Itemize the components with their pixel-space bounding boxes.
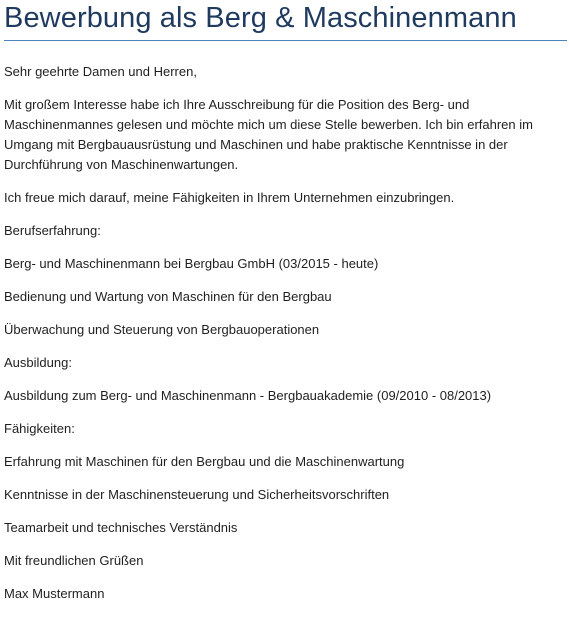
experience-item: Bedienung und Wartung von Maschinen für den Bergbau	[4, 289, 332, 304]
section-heading-skills: Fähigkeiten:	[4, 421, 75, 436]
motivation-paragraph: Ich freue mich darauf, meine Fähigkeiten in Ihrem Unternehmen einzubringen.	[4, 190, 455, 205]
title-divider	[4, 40, 567, 41]
skill-item: Kenntnisse in der Maschinensteuerung und Sicherheitsvorschriften	[4, 487, 390, 502]
section-heading-experience: Berufserfahrung:	[4, 223, 101, 238]
experience-item: Berg- und Maschinenmann bei Bergbau GmbH (03/2015 - heute)	[4, 256, 379, 271]
letter-body	[4, 62, 564, 617]
experience-item: Überwachung und Steuerung von Bergbauoperationen	[4, 322, 320, 337]
salutation: Sehr geehrte Damen und Herren,	[4, 64, 197, 79]
document-title: Bewerbung als Berg & Maschinenmann	[4, 2, 517, 34]
education-item: Ausbildung zum Berg- und Maschinenmann - Bergbauakademie (09/2010 - 08/2013)	[4, 388, 492, 403]
section-heading-education: Ausbildung:	[4, 355, 72, 370]
closing: Mit freundlichen Grüßen	[4, 553, 144, 568]
signature-name: Max Mustermann	[4, 586, 105, 601]
skill-item: Teamarbeit und technisches Verständnis	[4, 520, 238, 535]
intro-paragraph: Mit großem Interesse habe ich Ihre Ausschreibung für die Position des Berg- und Maschinenmannes gelesen und möchte mich um diese Stelle bewerben. Ich bin erfahren im Umgang mit Bergbauausrüstung und Maschinen und habe praktische Kenntnisse in der Durchführung von Maschinenwartungen.	[4, 97, 533, 172]
skill-item: Erfahrung mit Maschinen für den Bergbau und die Maschinenwartung	[4, 454, 405, 469]
